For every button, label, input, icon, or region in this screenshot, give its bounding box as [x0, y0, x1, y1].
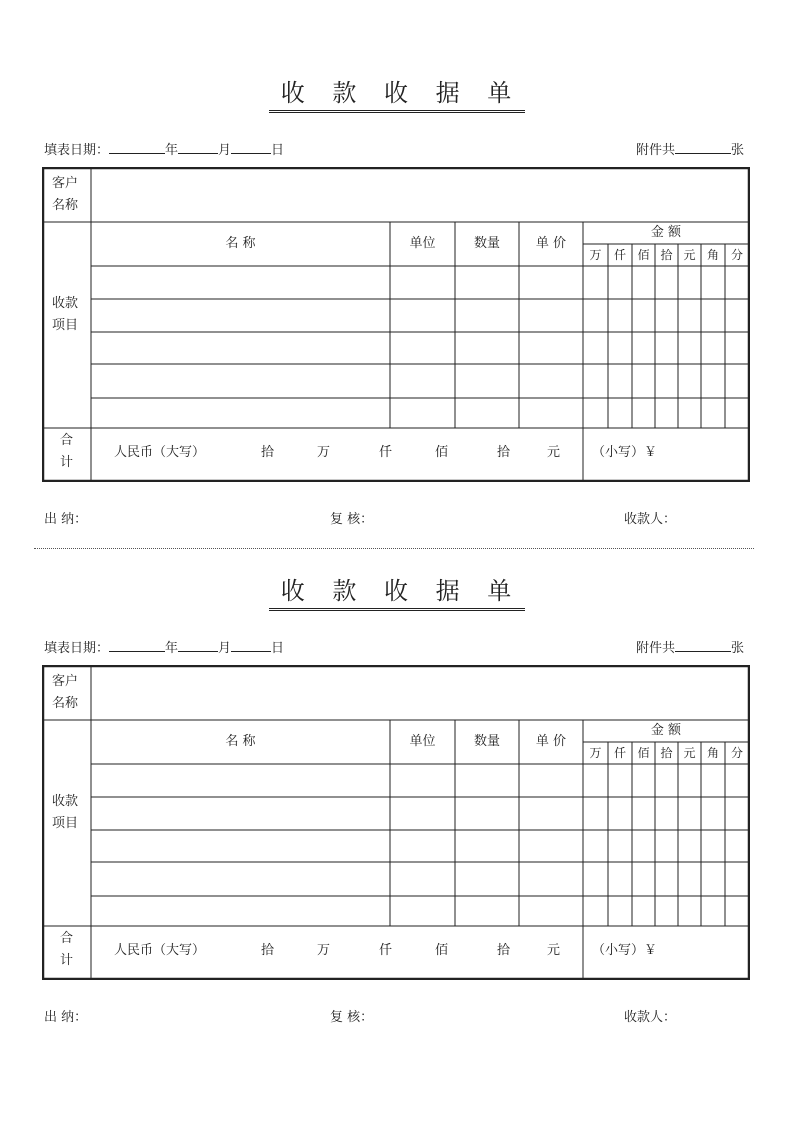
day-field[interactable] [231, 140, 271, 154]
amount-col-wan: 万 [589, 746, 602, 760]
col-qty-header: 数量 [473, 734, 500, 749]
cashier-label: 出 纳： [44, 512, 88, 527]
attachment-line [636, 140, 744, 160]
date-label: 填表日期： [44, 641, 110, 656]
month-label: 月 [218, 641, 232, 656]
digit-shi-wan: 拾 [261, 445, 275, 460]
attach-prefix: 附件共 [635, 641, 675, 656]
amount-col-qian: 仟 [613, 248, 626, 262]
items-label-1: 收款 [52, 296, 79, 311]
col-qty-header: 数量 [473, 236, 500, 251]
attachment-count-field[interactable] [675, 140, 731, 154]
col-name-header: 名 称 [225, 236, 256, 251]
customer-label-2: 名称 [52, 198, 79, 213]
amount-col-bai: 佰 [637, 746, 650, 760]
amount-col-shi: 拾 [660, 248, 673, 262]
col-name-header: 名 称 [225, 734, 256, 749]
amount-col-qian: 仟 [613, 746, 626, 760]
reviewer-label: 复 核： [330, 1010, 374, 1025]
amount-col-yuan: 元 [683, 746, 696, 760]
total-label-1: 合 [60, 433, 74, 448]
small-amount-label: （小写）￥ [592, 445, 658, 460]
small-amount-label: （小写）￥ [592, 943, 658, 958]
customer-name-field[interactable] [94, 169, 746, 220]
digit-yuan: 元 [547, 445, 561, 460]
amount-header: 金 额 [650, 225, 682, 240]
amount-col-jiao: 角 [706, 248, 719, 262]
receipt-bottom [0, 498, 794, 1025]
amount-col-wan: 万 [589, 248, 602, 262]
total-label-2: 计 [60, 953, 74, 968]
day-label: 日 [271, 143, 285, 158]
attachment-count-field[interactable] [675, 638, 731, 652]
day-label: 日 [271, 641, 285, 656]
year-label: 年 [165, 143, 179, 158]
form-title: 收 款 收 据 单 [269, 576, 526, 611]
year-field[interactable] [109, 638, 165, 652]
receipt-table [42, 665, 750, 980]
digit-qian: 仟 [379, 943, 393, 958]
attach-suffix: 张 [730, 143, 744, 158]
amount-header: 金 额 [650, 723, 682, 738]
total-label-1: 合 [60, 931, 74, 946]
month-field[interactable] [178, 140, 218, 154]
amount-col-fen: 分 [730, 746, 743, 760]
rmb-uppercase-label: 人民币（大写） [114, 445, 206, 460]
date-line [44, 140, 284, 160]
digit-bai: 佰 [435, 943, 449, 958]
day-field[interactable] [231, 638, 271, 652]
col-unit-header: 单位 [409, 734, 436, 749]
items-label-1: 收款 [52, 794, 79, 809]
col-price-header: 单 价 [535, 734, 567, 749]
items-label-2: 项目 [52, 816, 79, 831]
digit-qian: 仟 [379, 445, 393, 460]
digit-shi: 拾 [497, 445, 511, 460]
year-label: 年 [165, 641, 179, 656]
items-label-2: 项目 [52, 318, 79, 333]
month-field[interactable] [178, 638, 218, 652]
digit-shi-wan: 拾 [261, 943, 275, 958]
total-label-2: 计 [60, 455, 74, 470]
digit-yuan: 元 [547, 943, 561, 958]
date-label: 填表日期： [44, 143, 110, 158]
reviewer-label: 复 核： [330, 512, 374, 527]
customer-label-1: 客户 [52, 176, 79, 191]
digit-wan: 万 [317, 445, 331, 460]
amount-col-shi: 拾 [660, 746, 673, 760]
attach-prefix: 附件共 [635, 143, 675, 158]
digit-shi: 拾 [497, 943, 511, 958]
receipt-top [0, 0, 794, 527]
col-price-header: 单 价 [535, 236, 567, 251]
attach-suffix: 张 [730, 641, 744, 656]
col-unit-header: 单位 [409, 236, 436, 251]
date-line [44, 638, 284, 658]
attachment-line [636, 638, 744, 658]
form-title: 收 款 收 据 单 [269, 78, 526, 113]
receipt-table [42, 167, 750, 482]
customer-name-field[interactable] [94, 667, 746, 718]
payee-label: 收款人： [624, 1010, 677, 1025]
rmb-uppercase-label: 人民币（大写） [114, 943, 206, 958]
amount-col-yuan: 元 [683, 248, 696, 262]
digit-wan: 万 [317, 943, 331, 958]
customer-label-2: 名称 [52, 696, 79, 711]
customer-label-1: 客户 [52, 674, 79, 689]
digit-bai: 佰 [435, 445, 449, 460]
cashier-label: 出 纳： [44, 1010, 88, 1025]
payee-label: 收款人： [624, 512, 677, 527]
year-field[interactable] [109, 140, 165, 154]
amount-col-bai: 佰 [637, 248, 650, 262]
amount-col-jiao: 角 [706, 746, 719, 760]
month-label: 月 [218, 143, 232, 158]
amount-col-fen: 分 [730, 248, 743, 262]
